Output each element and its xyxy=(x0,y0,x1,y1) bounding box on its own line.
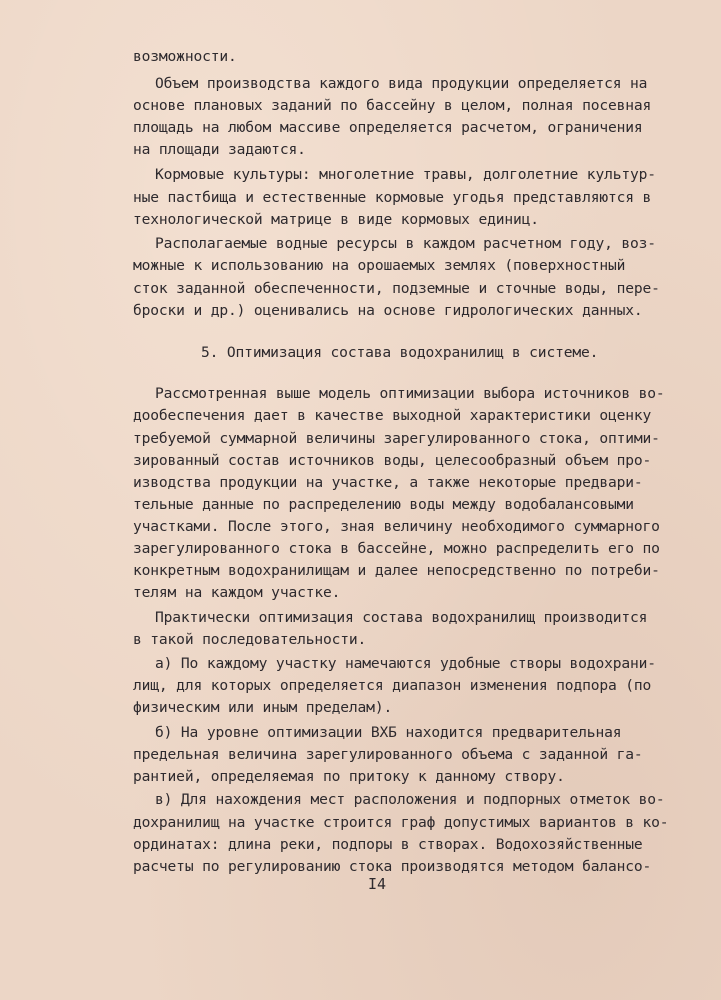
page-number: I4 xyxy=(368,875,387,893)
text-line: Кормовые культуры: многолетние травы, долголетние культур- xyxy=(155,166,656,183)
text-line: расчеты по регулированию стока производятся методом балансо- xyxy=(133,858,652,875)
text-line: площадь на любом массиве определяется расчетом, ограничения xyxy=(133,119,643,136)
text-line: в такой последовательности. xyxy=(133,631,367,648)
text-line: а) По каждому участку намечаются удобные створы водохрани- xyxy=(155,655,656,672)
text-line: основе плановых заданий по бассейну в целом, полная посевная xyxy=(133,97,652,114)
text-line: конкретным водохранилищам и далее непосредственно по потреби- xyxy=(133,562,660,579)
text-line: лищ, для которых определяется диапазон изменения подпора (по xyxy=(133,677,652,694)
text-line: тельные данные по распределению воды между водобалансовыми xyxy=(133,496,634,513)
text-line: Рассмотренная выше модель оптимизации выбора источников во- xyxy=(155,385,665,402)
text-line: зарегулированного стока в бассейне, можно распределить его по xyxy=(133,540,660,557)
text-line: возможности. xyxy=(133,48,237,65)
text-line: изводства продукции на участке, а также некоторые предвари- xyxy=(133,474,643,491)
text-line: ординатах: длина реки, подпоры в створах. Водохозяйственные xyxy=(133,836,643,853)
text-line: участками. После этого, зная величину необходимого суммарного xyxy=(133,518,660,535)
text-line: требуемой суммарной величины зарегулированного стока, оптими- xyxy=(133,430,660,447)
text-line: б) На уровне оптимизации ВХБ находится предварительная xyxy=(155,724,622,741)
text-line: рантией, определяемая по притоку к данному створу. xyxy=(133,768,565,785)
text-line: сток заданной обеспеченности, подземные и сточные воды, пере- xyxy=(133,280,660,297)
text-line: Располагаемые водные ресурсы в каждом расчетном году, воз- xyxy=(155,235,656,252)
text-line: предельная величина зарегулированного объема с заданной га- xyxy=(133,746,643,763)
text-line: в) Для нахождения мест расположения и подпорных отметок во- xyxy=(155,791,665,808)
text-line: телям на каждом участке. xyxy=(133,584,341,601)
text-line: на площади задаются. xyxy=(133,141,306,158)
text-line: технологической матрице в виде кормовых единиц. xyxy=(133,211,539,228)
section-heading: 5. Оптимизация состава водохранилищ в системе. xyxy=(201,344,599,361)
text-line: ные пастбища и естественные кормовые угодья представляются в xyxy=(133,189,652,206)
text-line: Практически оптимизация состава водохранилищ производится xyxy=(155,609,648,626)
text-line: зированный состав источников воды, целесообразный объем про- xyxy=(133,452,652,469)
text-line: можные к использованию на орошаемых землях (поверхностный xyxy=(133,257,626,274)
text-line: броски и др.) оценивались на основе гидрологических данных. xyxy=(133,302,643,319)
text-line: физическим или иным пределам). xyxy=(133,699,393,716)
text-line: дохранилищ на участке строится граф допустимых вариантов в ко- xyxy=(133,814,669,831)
text-line: дообеспечения дает в качестве выходной характеристики оценку xyxy=(133,407,652,424)
text-line: Объем производства каждого вида продукции определяется на xyxy=(155,75,648,92)
